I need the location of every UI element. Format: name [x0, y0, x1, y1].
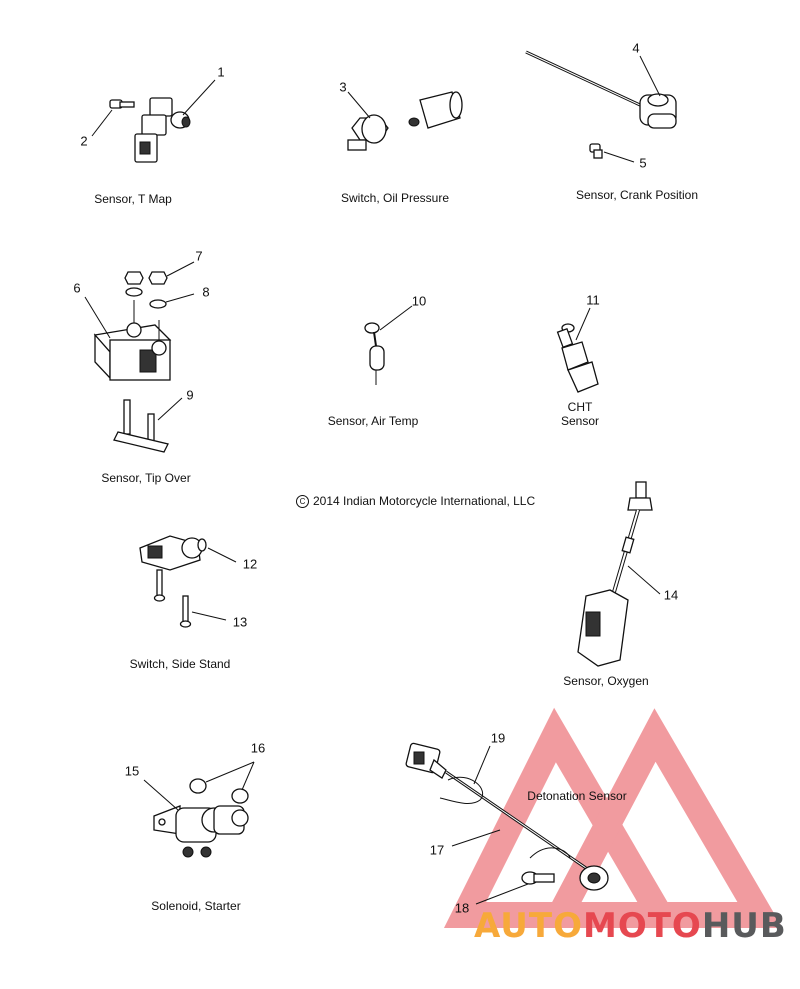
callout-17: 17	[429, 842, 445, 858]
callout-16: 16	[250, 740, 266, 756]
watermark-part-auto: AUTO	[474, 906, 583, 946]
crank-position-sensor-drawing	[526, 52, 676, 128]
caption-tip-over: Sensor, Tip Over	[101, 471, 191, 485]
tip-over-sensor-drawing	[85, 297, 170, 380]
copyright-symbol: C	[296, 495, 309, 508]
detonation-bolt-drawing	[476, 872, 554, 904]
callout-11: 11	[586, 292, 600, 308]
caption-t-map: Sensor, T Map	[94, 192, 172, 206]
callout-8: 8	[202, 284, 210, 300]
caption-cht-line2: Sensor	[560, 414, 600, 428]
callout-10: 10	[411, 293, 427, 309]
callout-9: 9	[186, 387, 194, 403]
callout-7: 7	[195, 248, 203, 264]
callout-4: 4	[632, 40, 640, 56]
air-temp-sensor-drawing	[365, 306, 412, 385]
caption-solenoid: Solenoid, Starter	[151, 899, 241, 913]
crank-bolt-drawing	[590, 144, 634, 162]
oxygen-sensor-drawing	[578, 482, 660, 666]
callout-12: 12	[242, 556, 258, 572]
callout-18: 18	[454, 900, 470, 916]
callout-19: 19	[490, 730, 506, 746]
callout-5: 5	[639, 155, 647, 171]
detonation-sensor-drawing	[406, 743, 608, 890]
watermark-part-hub: HUB	[701, 906, 787, 946]
caption-cht-line1: CHT	[567, 400, 593, 414]
solenoid-nut-drawing	[190, 762, 254, 803]
cht-sensor-drawing	[558, 308, 598, 392]
caption-crank-position: Sensor, Crank Position	[575, 188, 699, 202]
oil-pressure-switch-drawing	[348, 92, 462, 150]
t-map-sensor-drawing	[135, 80, 215, 162]
tip-over-washer-drawing	[126, 288, 194, 308]
caption-oil-pressure: Switch, Oil Pressure	[340, 191, 450, 205]
tip-over-bracket-drawing	[114, 398, 182, 452]
watermark-text	[474, 906, 787, 946]
callout-3: 3	[339, 79, 347, 95]
side-stand-switch-drawing	[140, 536, 236, 570]
side-stand-screw-drawing	[155, 570, 227, 627]
callout-15: 15	[124, 763, 140, 779]
caption-side-stand: Switch, Side Stand	[129, 657, 231, 671]
callout-14: 14	[663, 587, 679, 603]
callout-6: 6	[73, 280, 81, 296]
caption-oxygen: Sensor, Oxygen	[563, 674, 649, 688]
callout-13: 13	[232, 614, 248, 630]
callout-1: 1	[217, 64, 225, 80]
copyright-text: 2014 Indian Motorcycle International, LLC	[313, 494, 536, 508]
caption-air-temp: Sensor, Air Temp	[327, 414, 419, 428]
tip-over-nut-drawing	[125, 262, 194, 284]
callout-2: 2	[80, 133, 88, 149]
caption-detonation: Detonation Sensor	[527, 789, 627, 803]
copyright-notice	[296, 494, 535, 508]
t-map-bolt-drawing	[92, 100, 134, 136]
watermark-part-moto: MOTO	[582, 906, 702, 946]
